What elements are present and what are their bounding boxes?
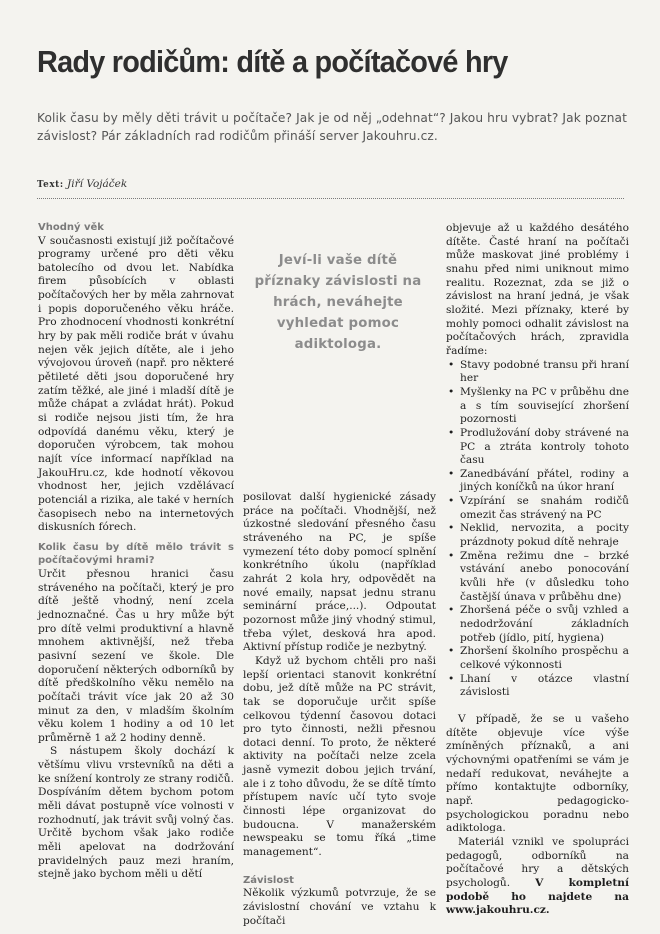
column-1 bbox=[38, 221, 234, 882]
article-lead: Kolik času by měly děti trávit u počítače? Jak je od něj „odehnat“? Jakou hru vybrat? Jak poznat závislost? Pár základních rad rodičům přináší server Jakouhru.cz. bbox=[37, 111, 627, 143]
paragraph: Když už bychom chtěli pro naši lepší orientaci stanovit konkrétní dobu, jež dítě může na PC strávit, tak se doporučuje určit spíše celkovou týdenní časovou dotaci pro tyto činnosti, nežli přesnou dotaci denní. To proto, že některé aktivity na počítači nelze zcela jasně vymezit dobou jejich trvání, ale i z toho důvodu, že se dítě tímto přístupem navíc učí tyto svoje činnosti lépe organizovat do budoucna. V manažerském newspeaku se tomu říká „time management“. bbox=[243, 654, 436, 859]
article-title: Rady rodičům: dítě a počítačové hry bbox=[37, 44, 508, 79]
paragraph: objevuje až u každého desátého dítěte. Časté hraní na počítači může maskovat jiné problémy i snahu před nimi uniknout mimo realitu. Rozeznat, zda se již o závislost na hraní jedná, je však složité. Mezi příznaky, které by mohly pomoci odhalit závislost na počítačových hrách, zpravidla řadíme: bbox=[446, 222, 629, 357]
list-item: • Prodlužování doby strávené na PC a ztráta kontroly tohoto času bbox=[446, 427, 629, 468]
list-item: • Zanedbávání přátel, rodiny a jiných koníčků na úkor hraní bbox=[446, 468, 629, 495]
paragraph: V případě, že se u vašeho dítěte objevuje více výše zmíněných příznaků, a ani výchovnými opatřeními se vám je nedaří redukovat, neváhejte a přímo kontaktujte odborníky, např. pedagogicko-psychologickou poradnu nebo adiktologa. bbox=[446, 712, 629, 835]
author-label: Text: bbox=[37, 180, 64, 190]
list-item: • Vzpírání se snahám rodičů omezit čas strávený na PC bbox=[446, 495, 629, 522]
paragraph: Několik výzkumů potvrzuje, že se závislostní chování ve vztahu k počítači bbox=[243, 887, 436, 927]
column-3 bbox=[446, 222, 629, 918]
section-heading-age: Vhodný věk bbox=[38, 222, 104, 233]
list-item: • Neklid, nervozita, a pocity prázdnoty pokud dítě nehraje bbox=[446, 522, 629, 549]
list-item: • Lhaní v otázce vlastní závislosti bbox=[446, 673, 629, 700]
paragraph-closing bbox=[446, 836, 629, 918]
list-item: • Myšlenky na PC v průběhu dne a s tím související zhoršení pozornosti bbox=[446, 386, 629, 427]
section-heading-time: Kolik času by dítě mělo trávit s počítačovými hrami? bbox=[38, 541, 234, 567]
paragraph: posilovat další hygienické zásady práce na počítači. Vhodnější, než úzkostné sledování přesného času stráveného na PC, je spíše vymezení této doby pomocí splnění konkrétního úkolu (například zahrát 2 kola hry, odpovědět na nové emaily, napsat jednu stranu seminární práce,...). Odpoutat pozornost může jiný vhodný stimul, třeba výlet, desková hra apod. Aktivní přístup rodiče je nezbytný. bbox=[243, 491, 436, 654]
symptom-list bbox=[446, 359, 629, 700]
paragraph: Určit přesnou hranici času stráveného na počítači, který je pro dítě ještě vhodný, není zcela jednoznačné. Čas u hry může být pro dítě velmi produktivní a hlavně mnohem aktivnější, než třeba pasivní sezení ve škole. Dle doporučení některých odborníků by dítě předškolního věku nemělo na počítači trávit více jak 20 až 30 minut za den, v mladším školním věku kolem 1 hodiny a od 10 let průměrně 1 až 2 hodiny denně. bbox=[38, 567, 234, 744]
author-name: Jiří Vojáček bbox=[67, 178, 128, 190]
column-2 bbox=[243, 491, 436, 928]
separator-rule bbox=[37, 198, 624, 199]
author-line bbox=[37, 178, 127, 190]
paragraph: S nástupem školy dochází k většímu vlivu vrstevníků na děti a ke snížení kontroly ze strany rodičů. Dospíváním dětem bychom potom měli dávat postupně více volnosti v rozhodnutí, jak trávit svůj volný čas. Určitě bychom však jako rodiče měli apelovat na dodržování pravidelných pauz mezi hraním, stejně jako bychom měli u dětí bbox=[38, 745, 234, 881]
closing-link-text: V kompletní podobě ho najdete na www.jakouhru.cz. bbox=[446, 876, 629, 917]
pull-quote: Jeví-li vaše dítě příznaky závislosti na hrách, neváhejte vyhledat pomoc adiktologa. bbox=[254, 253, 422, 352]
list-item: • Změna režimu dne – brzké vstávání anebo ponocování kvůli hře (v důsledku toho častější únava v průběhu dne) bbox=[446, 550, 629, 605]
closing-text: Materiál vznikl ve spolupráci pedagogů, odborníků na počítačové hry a dětských psychologů. bbox=[446, 835, 629, 889]
list-item: • Zhoršení školního prospěchu a celkové výkonnosti bbox=[446, 645, 629, 672]
list-item: • Zhoršená péče o svůj vzhled a nedodržování základních potřeb (jídlo, pití, hygiena) bbox=[446, 604, 629, 645]
paragraph: V současnosti existují již počítačové programy určené pro děti věku batolecího od dvou let. Nabídka firem působících v oblasti počítačových her by měla zahrnovat i popis doporučeného věku hráče. Pro zhodnocení vhodnosti konkrétní hry by pak měli rodiče brát v úvahu nejen věk jejich dítěte, ale i jeho vývojovou úroveň (např. pro některé pětileté děti jsou doporučené hry zatím těžké, ale jiné i mladší dítě je může chápat a zvládat hrát). Pokud si rodiče nejsou jisti tím, že hra odpovídá danému věku, který je doporučen výrobcem, tak mohou najít více informací například na JakouHru.cz, kde hodnotí věkovou vhodnost her, jejich vzdělávací potenciál a rizika, ale také v herních časopisech nebo na internetových diskusních fórech. bbox=[38, 234, 234, 534]
section-heading-addiction: Závislost bbox=[243, 874, 294, 886]
list-item: • Stavy podobné transu při hraní her bbox=[446, 359, 629, 386]
